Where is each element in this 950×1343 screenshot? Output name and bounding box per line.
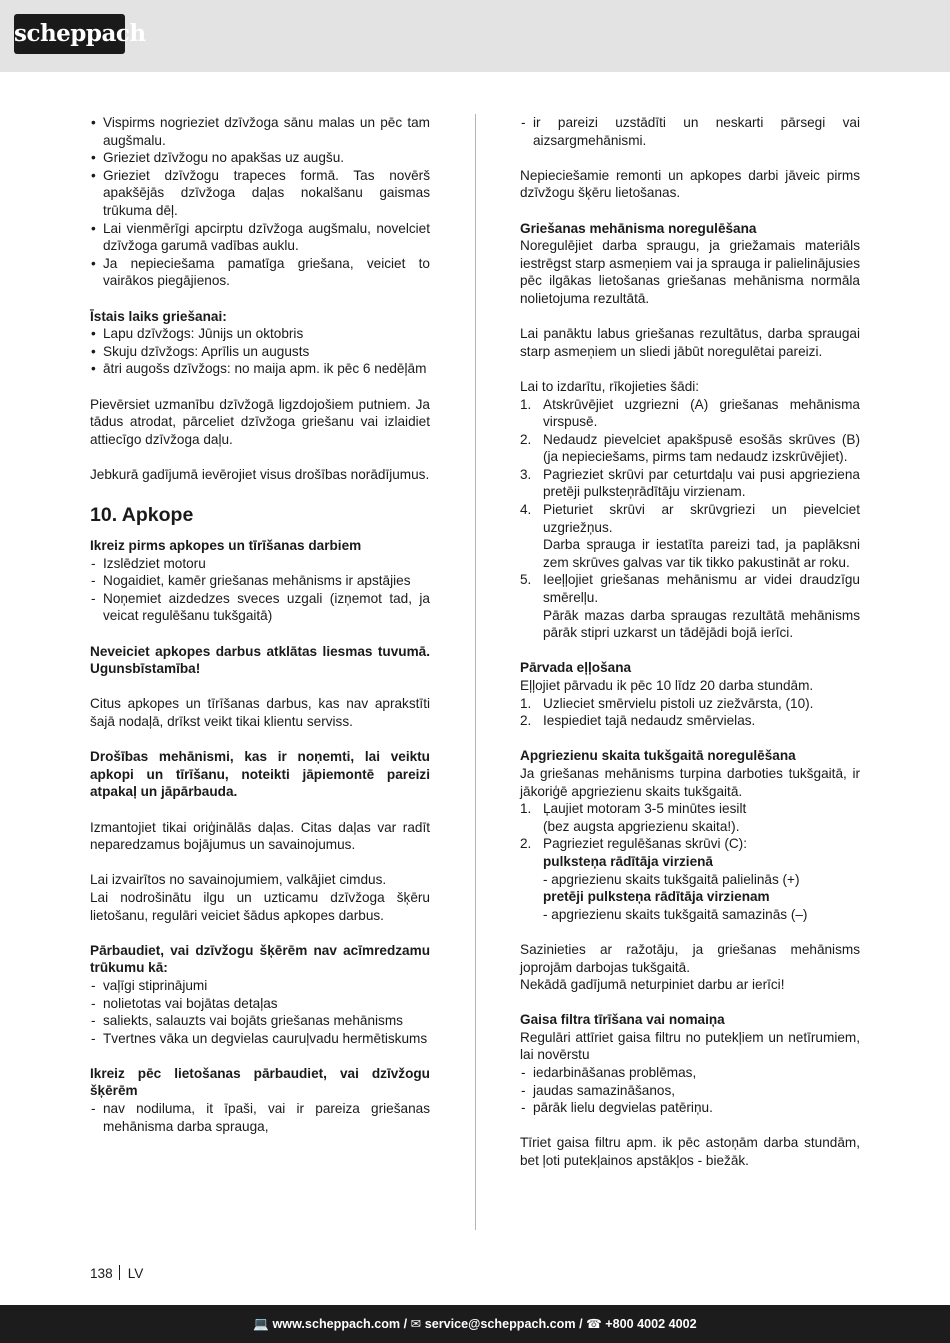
step-item: 1. Ļaujiet motoram 3-5 minūtes iesilt — [520, 801, 747, 817]
list-item: - jaudas samazināšanos, — [521, 1082, 676, 1098]
brand-logo: scheppach — [14, 14, 125, 54]
parts-text: Izmantojiet tikai oriģinālās daļas. Citas daļas var radīt neparedzamus bojājumus un savainojumus. — [90, 819, 430, 853]
list-item: - vaļīgi stiprinājumi — [91, 977, 208, 993]
idle-ccw-text: - apgriezienu skaits tukšgaitā samazinās (–) — [543, 906, 808, 922]
idle-cw: pulksteņa rādītāja virzienā — [543, 853, 713, 869]
right-column — [520, 114, 860, 1170]
gloves-text: Lai izvairītos no savainojumiem, valkājiet cimdus. — [90, 872, 387, 888]
list-item: • Grieziet dzīvžogu trapeces formā. Tas novērš apakšējās dzīvžoga daļas nokalšanu gaismas trūkuma dēļ. — [91, 167, 430, 218]
list-item: - Izslēdziet motoru — [91, 555, 206, 571]
time-heading: Īstais laiks griešanai: — [90, 308, 227, 324]
list-item: • Lapu dzīvžogs: Jūnijs un oktobris — [91, 326, 304, 342]
website-link[interactable]: www.scheppach.com — [272, 1317, 401, 1331]
fire-warning: Neveiciet apkopes darbus atklātas liesmas tuvumā. Ugunsbīstamība! — [90, 643, 430, 677]
left-column — [90, 114, 430, 1135]
section-title: 10. Apkope — [90, 504, 194, 527]
filter-heading: Gaisa filtra tīrīšana vai nomaiņa — [520, 1012, 725, 1028]
list-item: - nolietotas vai bojātas detaļas — [91, 995, 278, 1011]
list-item: • Lai vienmērīgi apcirptu dzīvžoga augšmalu, novelciet dzīvžoga garumā vadības auklu. — [91, 220, 430, 254]
safety-text: Jebkurā gadījumā ievērojiet visus drošības norādījumus. — [90, 466, 430, 482]
step-note: Pārāk mazas darba spraugas rezultātā mehānisms pārāk stipri uzkarst un tādējādi bojā ierīci. — [543, 607, 860, 641]
filter-clean: Tīriet gaisa filtru apm. ik pēc astoņām darba stundām, bet ļoti putekļainos apstākļos - biežāk. — [520, 1135, 860, 1169]
list-item: - Nogaidiet, kamēr griešanas mehānisms ir apstājies — [91, 573, 411, 589]
page-language: LV — [127, 1266, 144, 1281]
page-number — [90, 1265, 143, 1282]
gear-heading: Pārvada eļļošana — [520, 660, 632, 676]
step-item: 2. Iespiediet tajā nedaudz smērvielas. — [520, 713, 756, 729]
birds-text: Pievērsiet uzmanību dzīvžogā ligzdojošiem putniem. Ja tādus atrodat, pārceliet dzīvžoga griešanu vai izlaidiet attiecīgo dzīvžoga daļu. — [90, 396, 430, 447]
column-divider — [475, 114, 476, 1230]
step-item: 2. Nedaudz pievelciet apakšpusē esošās skrūves (B) (ja nepieciešams, pirms tam nedaudz izskrūvējiet). — [520, 431, 860, 465]
list-item: • Grieziet dzīvžogu no apakšas uz augšu. — [91, 150, 345, 166]
steps-intro: Lai to izdarītu, rīkojieties šādi: — [520, 378, 700, 394]
email-link[interactable]: service@scheppach.com — [424, 1317, 576, 1331]
adjust-text: Noregulējiet darba spraugu, ja griežamais materiāls iestrēgst starp asmeņiem vai ja sprauga ir palielinājusies pēc ilgākas lietošanas griešanas mehānisma normāla nolietojuma rezultātā. — [520, 238, 861, 306]
list-item: • Vispirms nogrieziet dzīvžoga sānu malas un pēc tam augšmalu. — [91, 115, 430, 148]
header-band — [0, 0, 950, 72]
list-item: • ātri augošs dzīvžogs: no maija apm. ik pēc 6 nedēļām — [91, 361, 427, 377]
adjust-heading: Griešanas mehānisma noregulēšana — [520, 220, 757, 236]
never-text: Nekādā gadījumā neturpiniet darbu ar ierīci! — [520, 977, 785, 993]
phone-link[interactable]: +800 4002 4002 — [605, 1317, 697, 1331]
list-item: - Noņemiet aizdedzes sveces uzgali (izņemot tad, ja veicat regulēšanu tukšgaitā) — [91, 590, 430, 624]
step-item: 3. Pagrieziet skrūvi par ceturtdaļu vai pusi apgrieziena pretēji pulksteņrādītāju virzienam. — [520, 466, 860, 500]
list-item: - iedarbināšanas problēmas, — [521, 1065, 697, 1081]
list-item: - pārāk lielu degvielas patēriņu. — [521, 1100, 713, 1116]
results-text: Lai panāktu labus griešanas rezultātus, darba spraugai starp asmeņiem un sliedi jābūt noregulētai pareizi. — [520, 326, 860, 359]
step-item: 2. Pagrieziet regulēšanas skrūvi (C): — [520, 836, 747, 852]
step-item: 1. Atskrūvējiet uzgriezni (A) griešanas mehānisma virspusē. — [520, 396, 860, 430]
list-item: - ir pareizi uzstādīti un neskarti pārsegi vai aizsargmehānismi. — [521, 115, 860, 148]
filter-text: Regulāri attīriet gaisa filtru no putekļiem un netīrumiem, lai novērstu — [520, 1029, 860, 1063]
regular-text: Lai nodrošinātu ilgu un uzticamu dzīvžoga šķēru lietošanu, regulāri veiciet šādus apkopes darbus. — [90, 889, 430, 923]
before-heading: Ikreiz pirms apkopes un tīrīšanas darbiem — [90, 538, 362, 554]
list-item: - nav nodiluma, it īpaši, vai ir pareiza griešanas mehānisma darba sprauga, — [91, 1101, 430, 1134]
page-number-value: 138 — [90, 1266, 113, 1281]
list-item: • Skuju dzīvžogs: Aprīlis un augusts — [91, 343, 310, 359]
step-note: (bez augsta apgriezienu skaita!). — [543, 818, 740, 834]
step-item: 1. Uzlieciet smērvielu pistoli uz ziežvārsta, (10). — [520, 695, 814, 711]
footer-bar: 💻 www.scheppach.com / ✉ service@scheppach.com / ☎ +800 4002 4002 — [0, 1305, 950, 1343]
step-note: Darba sprauga ir iestatīta pareizi tad, ja paplāksni zem skrūves galvas var tik tikko pakustināt ar roku. — [543, 537, 860, 570]
step-item: 5. Ieeļļojiet griešanas mehānismu ar videi draudzīgu smērelļu. — [520, 572, 860, 606]
service-text: Citus apkopes un tīrīšanas darbus, kas nav aprakstīti šajā nodaļā, drīkst veikt tikai klientu serviss. — [90, 696, 430, 729]
list-item: • Ja nepieciešama pamatīga griešana, veiciet to vairākos piegājienos. — [91, 255, 430, 289]
idle-text: Ja griešanas mehānisms turpina darboties tukšgaitā, ir jākoriģē apgriezienu skaits tukšgaitā. — [520, 765, 860, 799]
contact-text: Sazinieties ar ražotāju, ja griešanas mehānisms joprojām darbojas tukšgaitā. — [520, 941, 860, 975]
laptop-icon: 💻 — [253, 1317, 270, 1331]
page-separator — [119, 1265, 120, 1280]
list-item: - saliekts, salauzts vai bojāts griešanas mehānisms — [91, 1013, 403, 1029]
check-heading: Pārbaudiet, vai dzīvžogu šķērēm nav acīmredzamu trūkumu kā: — [90, 942, 430, 976]
repairs-text: Nepieciešamie remonti un apkopes darbi jāveic pirms dzīvžogu šķēru lietošanas. — [520, 167, 860, 201]
gear-text: Eļļojiet pārvadu ik pēc 10 līdz 20 darba stundām. — [520, 678, 814, 693]
after-heading: Ikreiz pēc lietošanas pārbaudiet, vai dzīvžogu šķērēm — [90, 1065, 430, 1099]
idle-heading: Apgriezienu skaita tukšgaitā noregulēšana — [520, 748, 796, 764]
idle-ccw: pretēji pulksteņa rādītāja virzienam — [543, 889, 770, 905]
step-item: 4. Pieturiet skrūvi ar skrūvgriezi un pievelciet uzgriežņus. — [520, 502, 860, 535]
mail-icon: ✉ — [410, 1317, 422, 1331]
guards-warning: Drošības mehānismi, kas ir noņemti, lai veiktu apkopi un tīrīšanu, noteikti jāpiemontē pareizi atpakaļ un jāpārbauda. — [90, 749, 430, 800]
phone-icon: ☎ — [586, 1317, 602, 1331]
list-item: - Tvertnes vāka un degvielas cauruļvadu hermētiskums — [91, 1030, 428, 1046]
idle-cw-text: - apgriezienu skaits tukšgaitā palielinās (+) — [543, 871, 800, 887]
tips-list — [90, 114, 430, 290]
